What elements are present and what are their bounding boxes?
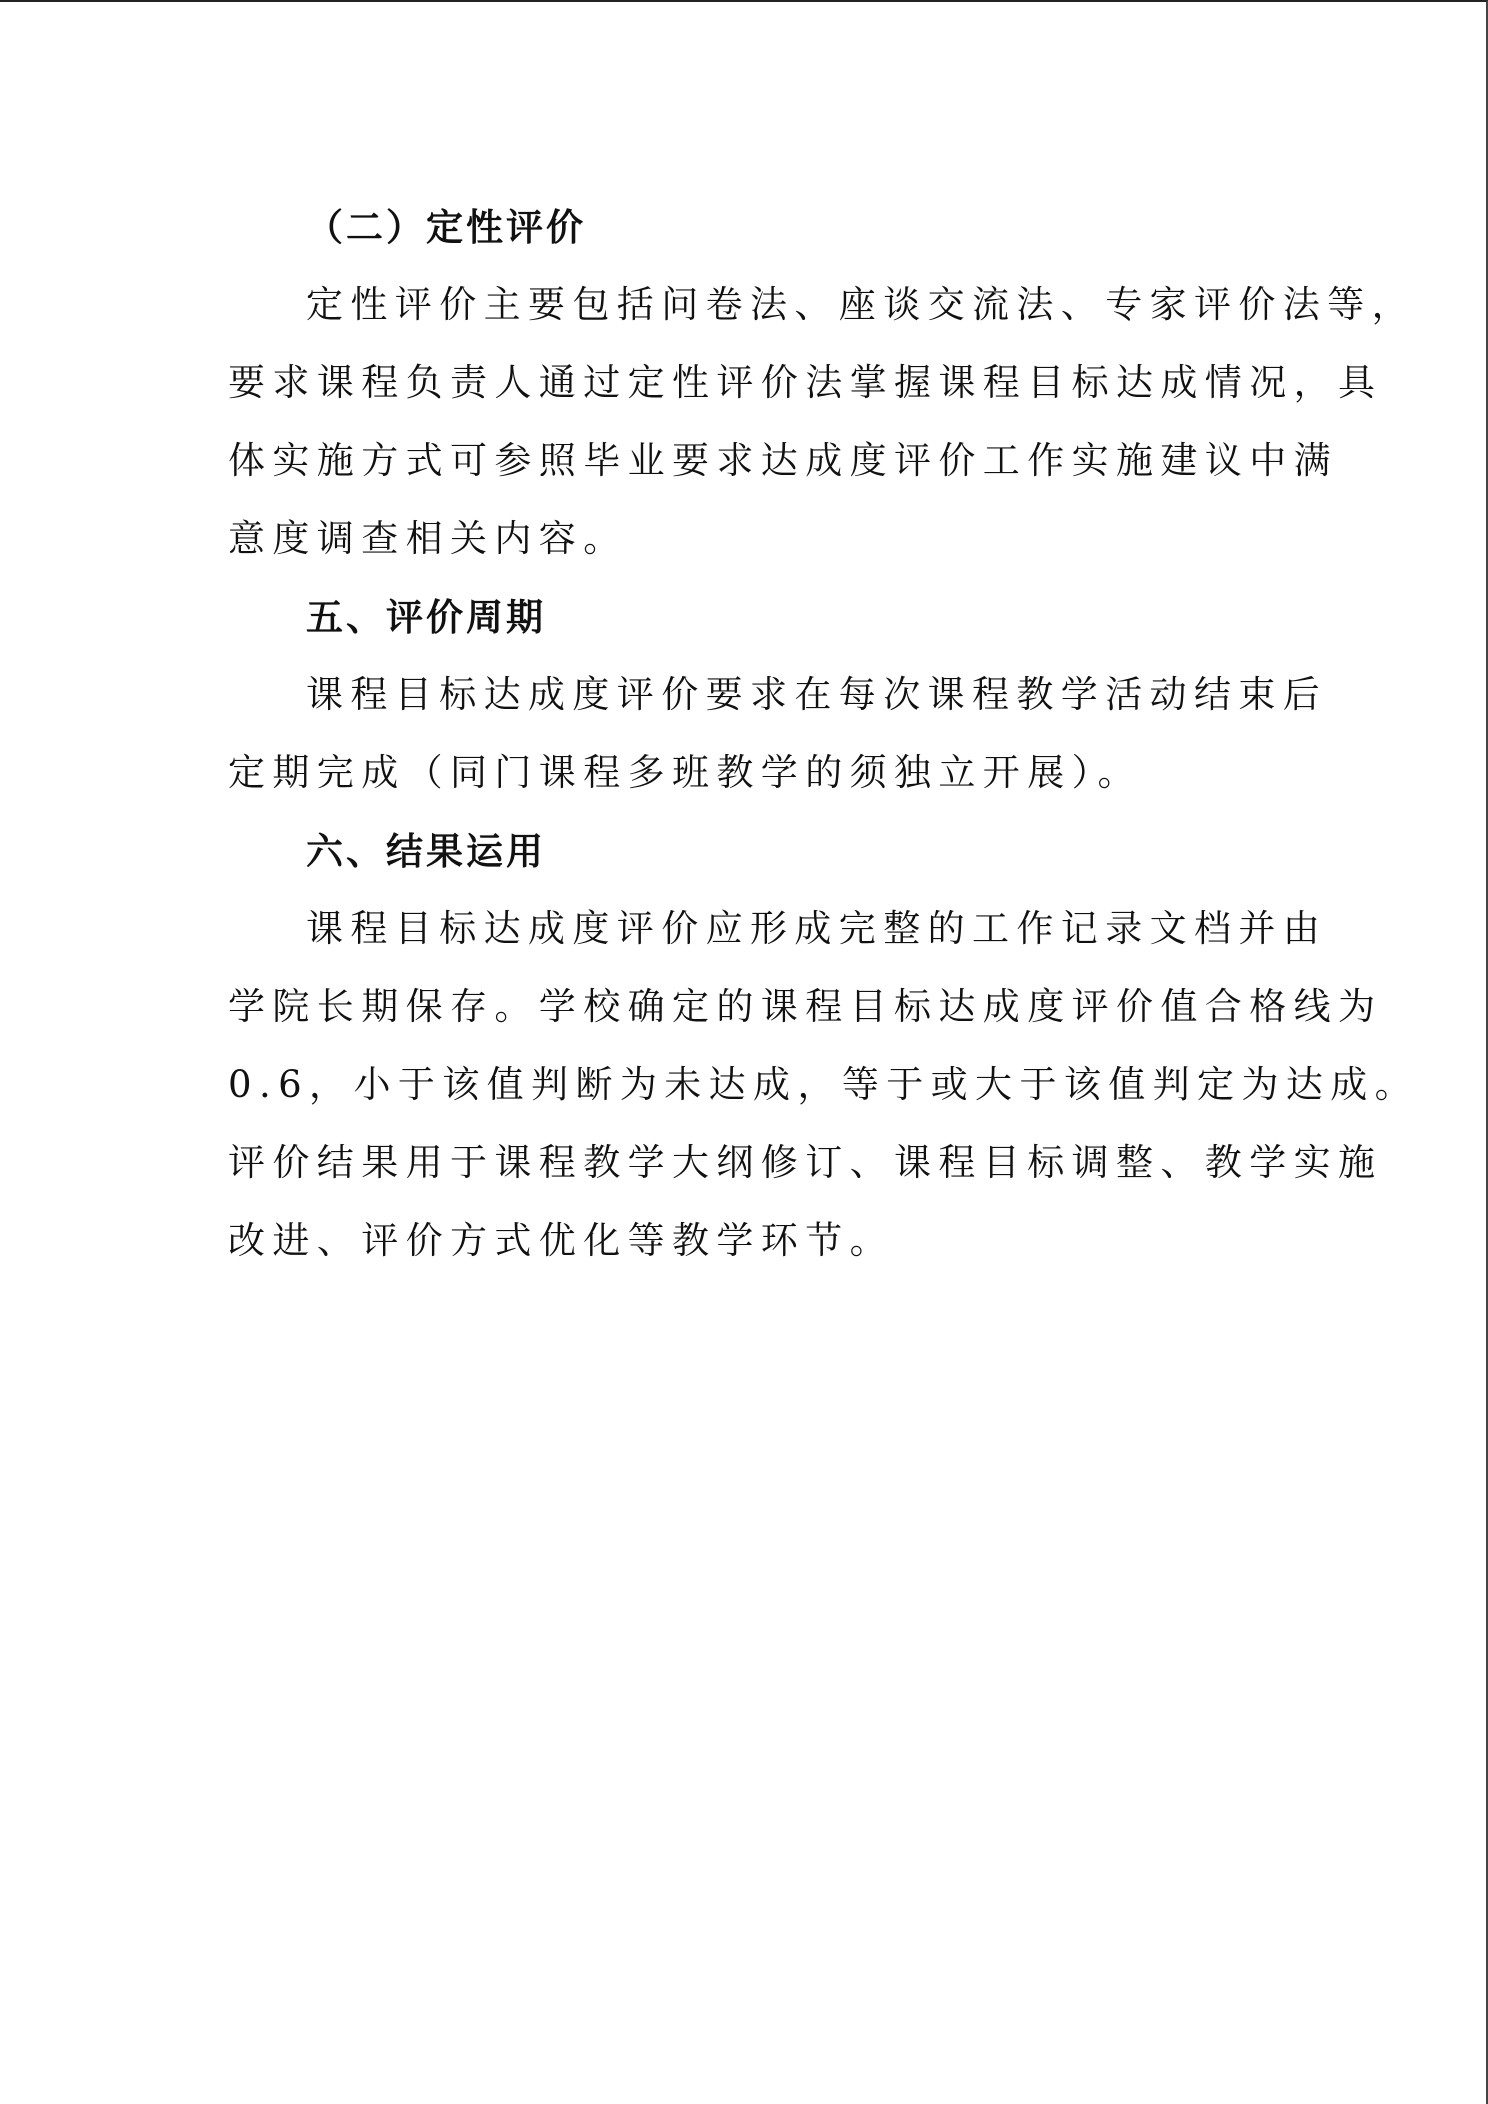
document-body	[228, 188, 1420, 1280]
paragraph-result-usage	[228, 890, 1420, 1280]
text-line: 课程目标达成度评价要求在每次课程教学活动结束后	[306, 673, 1328, 716]
text-line: 学院长期保存。学校确定的课程目标达成度评价值合格线为	[228, 985, 1383, 1028]
text-line: 改进、评价方式优化等教学环节。	[228, 1219, 894, 1262]
heading-evaluation-cycle: 五、评价周期	[306, 595, 546, 639]
text-line: 体实施方式可参照毕业要求达成度评价工作实施建议中满	[228, 439, 1338, 482]
heading-qualitative-evaluation: （二）定性评价	[306, 205, 586, 249]
text-line: 定期完成（同门课程多班教学的须独立开展）。	[228, 751, 1142, 794]
text-line: 评价结果用于课程教学大纲修订、课程目标调整、教学实施	[228, 1141, 1383, 1184]
text-line: 要求课程负责人通过定性评价法掌握课程目标达成情况，具	[228, 361, 1383, 404]
text-line: 0.6，小于该值判断为未达成，等于或大于该值判定为达成。	[228, 1063, 1420, 1106]
text-line: 课程目标达成度评价应形成完整的工作记录文档并由	[306, 907, 1328, 950]
paragraph-evaluation-cycle	[228, 656, 1328, 812]
text-line: 意度调查相关内容。	[228, 517, 628, 560]
heading-result-usage: 六、结果运用	[306, 829, 546, 873]
text-line: 定性评价主要包括问卷法、座谈交流法、专家评价法等，	[306, 283, 1416, 326]
paragraph-qualitative-evaluation	[228, 266, 1416, 578]
